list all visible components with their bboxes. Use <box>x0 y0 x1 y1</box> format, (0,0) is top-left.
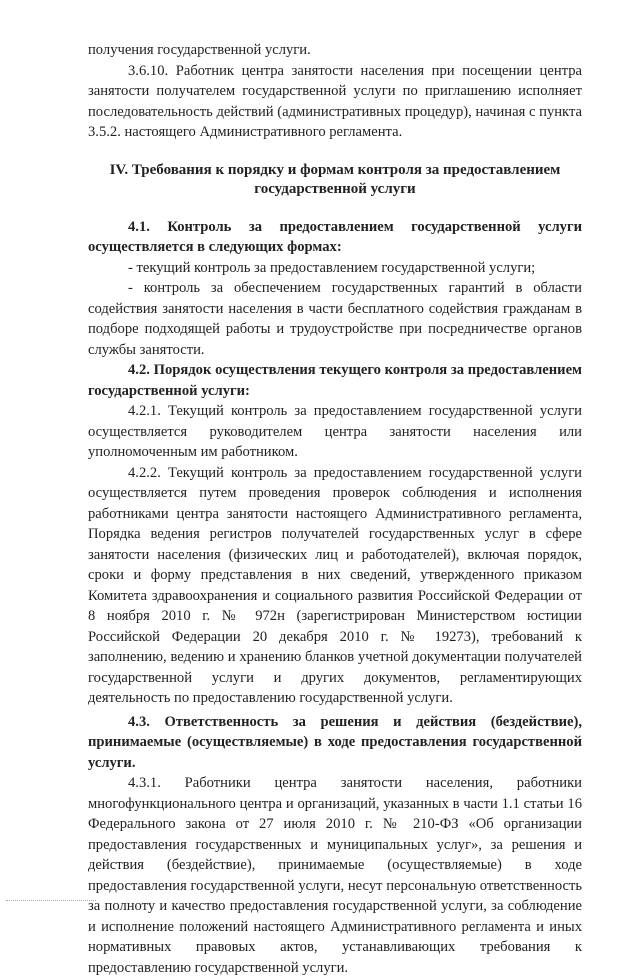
paragraph-continuation: получения государственной услуги. <box>88 42 311 58</box>
list-item-current-control: - текущий контроль за предоставлением государственной услуги; <box>128 259 536 276</box>
paragraph-3-6-10: 3.6.10. Работник центра занятости населения при посещении центра занятости получателем государственной услуги по приглашению исполняет последовательность действий (административных процедур), начиная с пункта 3.5.2. настоящего Административного регламента. <box>88 62 582 140</box>
subsection-title-4-3: 4.3. Ответственность за решения и действия (бездействие), принимаемые (осуществляемые) в ходе предоставления государственной услуги. <box>88 713 582 771</box>
scan-edge-marks <box>6 897 96 901</box>
section-heading-iv: IV. Требования к порядку и формам контроля за предоставлением государственной услуги <box>109 161 561 197</box>
subsection-title-4-2: 4.2. Порядок осуществления текущего контроля за предоставлением государственной услуги: <box>88 362 582 399</box>
paragraph-4-3-1: 4.3.1. Работники центра занятости населения, работники многофункционального центра и организаций, указанных в части 1.1 статьи 16 Федерального закона от 27 июля 2010 г. № 210-ФЗ «Об организации предоставления государственных и муниципальных услуг», за решения и действия (бездействие), принимаемые (осуществляемые) в ходе предоставления государственной услуги, несут персональную ответственность за полноту и качество предоставления государственной услуги, за соблюдение и исполнение положений настоящего Административного регламента и иных нормативных правовых актов, устанавливающих требования к предоставлению государственной услуги. <box>88 775 582 976</box>
paragraph-4-2-1: 4.2.1. Текущий контроль за предоставлением государственной услуги осуществляется руководителем центра занятости населения или уполномоченным им работником. <box>88 403 582 460</box>
subsection-title-4-1: 4.1. Контроль за предоставлением государственной услуги осуществляется в следующих формах: <box>88 218 582 255</box>
list-item-guarantee-control: - контроль за обеспечением государственных гарантий в области содействия занятости населения в части бесплатного содействия гражданам в подборе подходящей работы и трудоустройстве при посредничестве органов службы занятости. <box>88 280 582 358</box>
paragraph-4-2-2: 4.2.2. Текущий контроль за предоставлением государственной услуги осуществляется путем проведения проверок соблюдения и исполнения работниками центра занятости настоящего Административного регламента, Порядка ведения регистров получателей государственных услуг в сфере занятости населения (физических лиц и работодателей), включая порядок, сроки и форму представления в них сведений, утвержденного приказом Комитета здравоохранения и социального развития Российской Федерации от 8 ноября 2010 г. № 972н (зарегистрирован Министерством юстиции Российской Федерации 20 декабря 2010 г. № 19273), требований к заполнению, ведению и хранению бланков учетной документации получателей государственной услуги и других документов, регламентирующих деятельность по предоставлению государственной услуги. <box>88 464 582 706</box>
